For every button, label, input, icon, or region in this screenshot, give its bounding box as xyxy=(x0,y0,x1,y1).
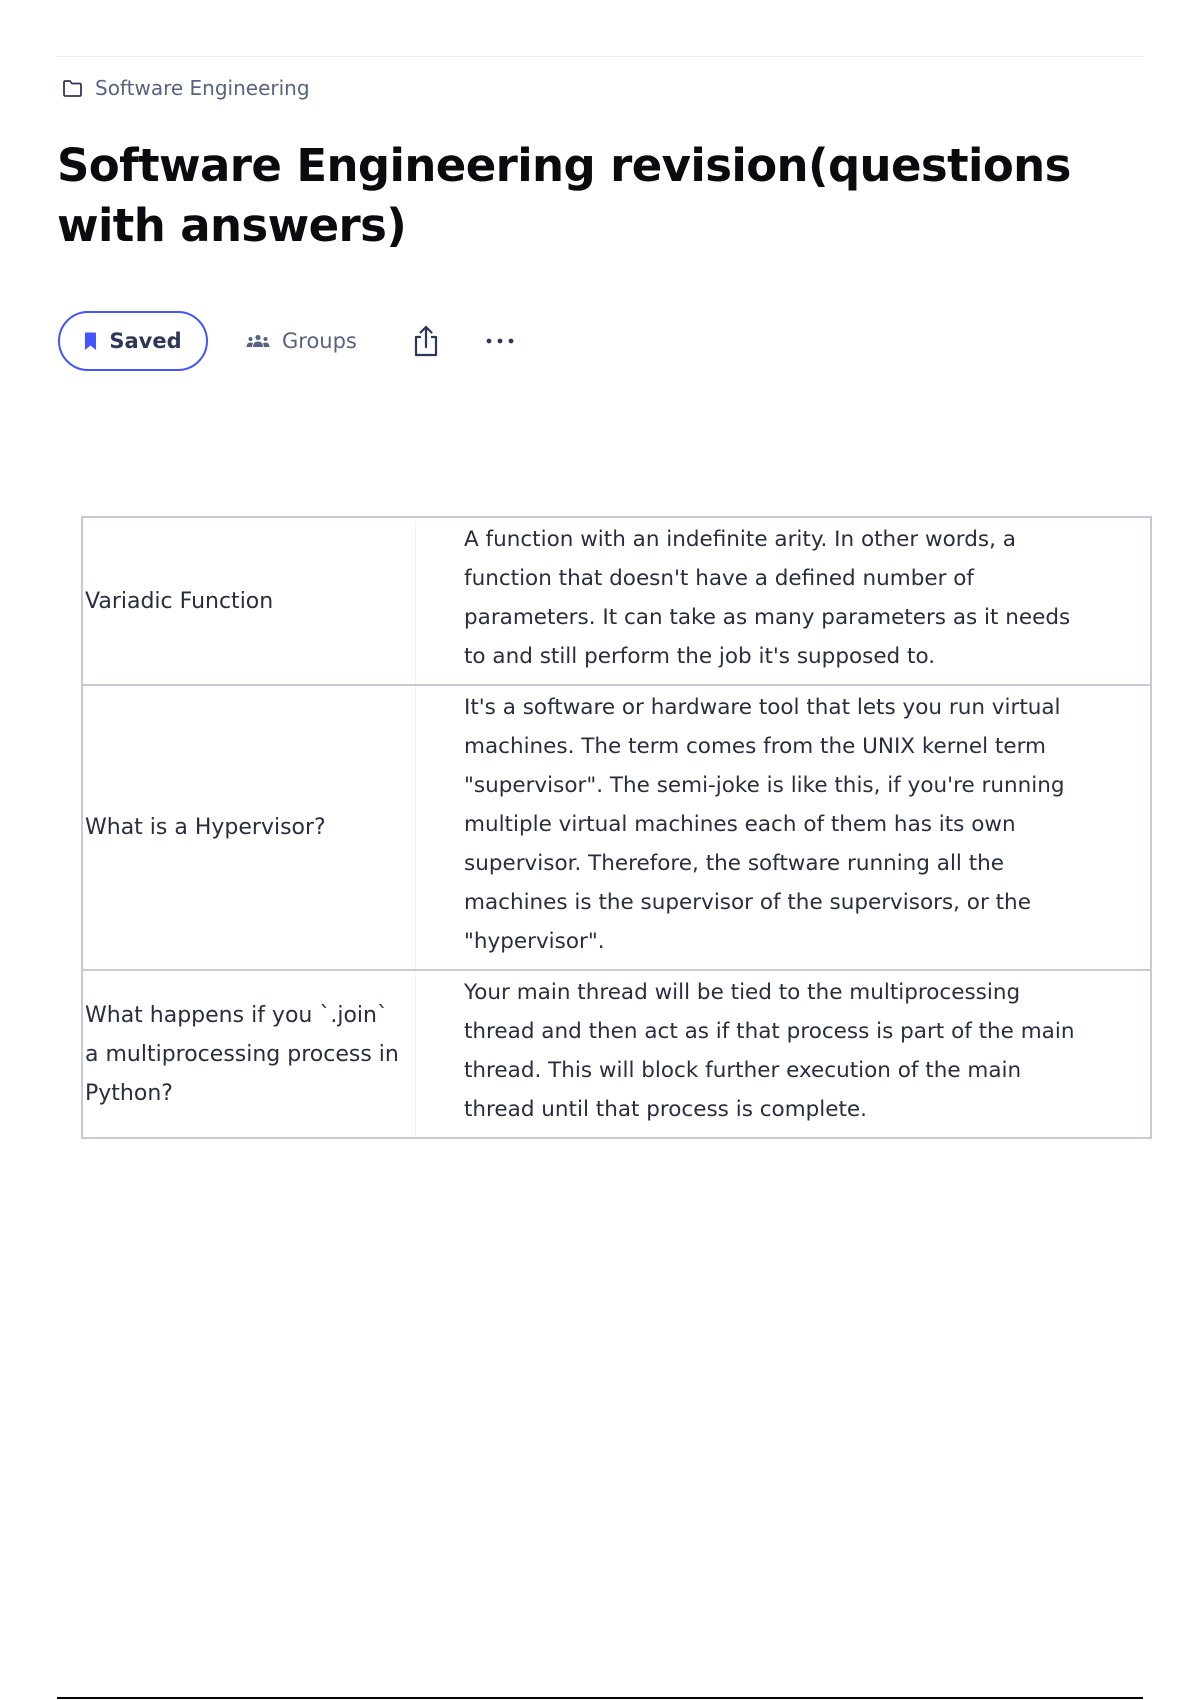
definition-cell: Your main thread will be tied to the multiprocessing thread and then act as if that process is part of the main thread. This will block further execution of the main thread until that process is complete. xyxy=(416,970,1152,1138)
table-row xyxy=(82,517,1151,685)
more-icon xyxy=(485,337,515,345)
share-button[interactable] xyxy=(411,324,441,358)
folder-icon xyxy=(62,79,83,98)
share-icon xyxy=(412,325,440,357)
table-row xyxy=(82,970,1151,1138)
page-title: Software Engineering revision(questions with answers) xyxy=(57,139,1071,252)
bottom-divider xyxy=(57,1697,1143,1699)
breadcrumb-label[interactable]: Software Engineering xyxy=(95,76,310,100)
saved-button[interactable] xyxy=(58,311,208,371)
more-button[interactable] xyxy=(483,331,517,351)
bookmark-icon xyxy=(84,332,97,351)
groups-icon xyxy=(246,334,270,348)
term-cell: What is a Hypervisor? xyxy=(82,685,416,970)
term-cell: What happens if you `.join` a multiprocessing process in Python? xyxy=(82,970,416,1138)
groups-label: Groups xyxy=(282,329,357,353)
flashcard-table xyxy=(81,516,1152,1139)
definition-cell: A function with an indefinite arity. In other words, a function that doesn't have a defined number of parameters. It can take as many parameters as it needs to and still perform the job it's supposed to. xyxy=(416,517,1152,685)
action-bar xyxy=(58,311,517,371)
table-row xyxy=(82,685,1151,970)
saved-label: Saved xyxy=(109,329,182,353)
breadcrumb[interactable] xyxy=(62,76,310,100)
groups-button[interactable] xyxy=(246,329,357,353)
top-divider xyxy=(56,56,1144,57)
term-cell: Variadic Function xyxy=(82,517,416,685)
definition-cell: It's a software or hardware tool that lets you run virtual machines. The term comes from the UNIX kernel term "supervisor". The semi-joke is like this, if you're running multiple virtual machines each of them has its own supervisor. Therefore, the software running all the machines is the supervisor of the supervisors, or the "hypervisor". xyxy=(416,685,1152,970)
